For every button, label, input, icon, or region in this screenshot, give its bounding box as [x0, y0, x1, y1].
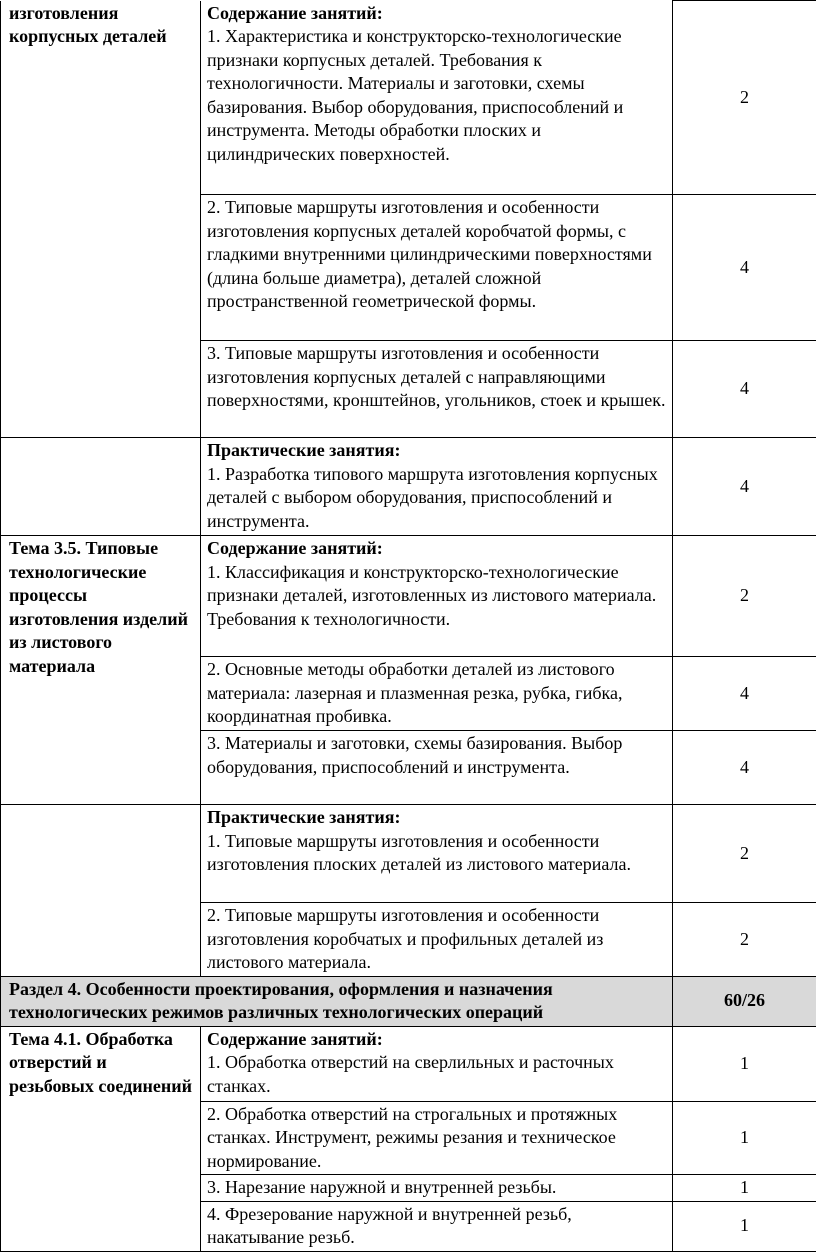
content-cell [201, 903, 673, 977]
hours-cell: 1 [673, 1175, 816, 1202]
hours-cell: 2 [673, 805, 816, 903]
topic-title: Тема 3.5. Типовые технологические процессы изготовления изделий из листового материала [9, 538, 188, 676]
content-text: 3. Материалы и заготовки, схемы базирования. Выбор оборудования, приспособлений и инструмента. [207, 732, 666, 779]
section-row [1, 976, 816, 1026]
hours-cell: 1 [673, 1026, 816, 1101]
topic-cell [1, 1, 201, 438]
content-text: 1. Обработка отверстий на сверлильных и расточных станках. [207, 1051, 666, 1098]
hours-cell: 4 [673, 657, 816, 731]
content-cell [201, 1, 673, 195]
content-text: 2. Основные методы обработки деталей из листового материала: лазерная и плазменная резка, рубка, гибка, координатная пробивка. [207, 658, 666, 729]
content-cell [201, 341, 673, 438]
content-cell [201, 1101, 673, 1175]
content-text: 3. Типовые маршруты изготовления и особенности изготовления корпусных деталей с направляющими поверхностями, кронштейнов, угольников, стоек и крышек. [207, 342, 666, 413]
content-cell [201, 536, 673, 657]
table-row [1, 1, 816, 195]
content-text: 4. Фрезерование наружной и внутренней резьб, накатывание резьб. [207, 1203, 666, 1250]
section-title: Раздел 4. Особенности проектирования, оформления и назначения технологических режимов различных технологических операций [1, 976, 673, 1026]
content-heading: Содержание занятий: [207, 1028, 666, 1052]
content-text: 1. Типовые маршруты изготовления и особенности изготовления плоских деталей из листового материала. [207, 830, 666, 877]
content-text: 3. Нарезание наружной и внутренней резьбы. [207, 1176, 666, 1200]
topic-cell [1, 805, 201, 977]
hours-cell: 4 [673, 195, 816, 341]
content-text: 2. Типовые маршруты изготовления и особенности изготовления коробчатых и профильных деталей из листового материала. [207, 904, 666, 975]
topic-cell [1, 1026, 201, 1251]
hours-cell: 60/26 [673, 976, 816, 1026]
content-cell [201, 1026, 673, 1101]
content-heading: Практические занятия: [207, 806, 666, 830]
hours-cell: 4 [673, 731, 816, 805]
content-heading: Содержание занятий: [207, 537, 666, 561]
content-text: 1. Классификация и конструкторско-технологические признаки деталей, изготовленных из листового материала. Требования к технологичности. [207, 561, 666, 632]
content-heading: Содержание занятий: [207, 2, 666, 26]
hours-cell: 2 [673, 536, 816, 657]
table-row [1, 536, 816, 657]
topic-title: Тема 4.1. Обработка отверстий и резьбовых соединений [9, 1029, 192, 1096]
topic-cell [1, 536, 201, 805]
hours-cell: 4 [673, 341, 816, 438]
hours-cell: 2 [673, 903, 816, 977]
content-text: 1. Характеристика и конструкторско-технологические признаки корпусных деталей. Требования к технологичности. Материалы и заготовки, схемы базирования. Выбор оборудования, приспособлений и инструмента. Методы обработки плоских и цилиндрических поверхностей. [207, 25, 666, 166]
content-cell [201, 657, 673, 731]
content-cell [201, 805, 673, 903]
content-text: 1. Разработка типового маршрута изготовления корпусных деталей с выбором оборудования, приспособлений и инструмента. [207, 463, 666, 534]
content-cell [201, 438, 673, 536]
hours-cell: 2 [673, 1, 816, 195]
table-row [1, 438, 816, 536]
hours-cell: 1 [673, 1101, 816, 1175]
topic-cell [1, 438, 201, 536]
content-cell [201, 195, 673, 341]
topic-title: изготовления корпусных деталей [9, 3, 167, 47]
table-row [1, 805, 816, 903]
content-text: 2. Типовые маршруты изготовления и особенности изготовления корпусных деталей коробчатой формы, с гладкими внутренними цилиндрическими поверхностями (длина больше диаметра), деталей сложной пространственной геометрической формы. [207, 196, 666, 314]
content-text: 2. Обработка отверстий на строгальных и протяжных станках. Инструмент, режимы резания и техническое нормирование. [207, 1103, 666, 1174]
table-row [1, 1026, 816, 1101]
hours-cell: 4 [673, 438, 816, 536]
content-cell [201, 731, 673, 805]
content-heading: Практические занятия: [207, 439, 666, 463]
content-cell [201, 1175, 673, 1202]
hours-cell: 1 [673, 1201, 816, 1251]
